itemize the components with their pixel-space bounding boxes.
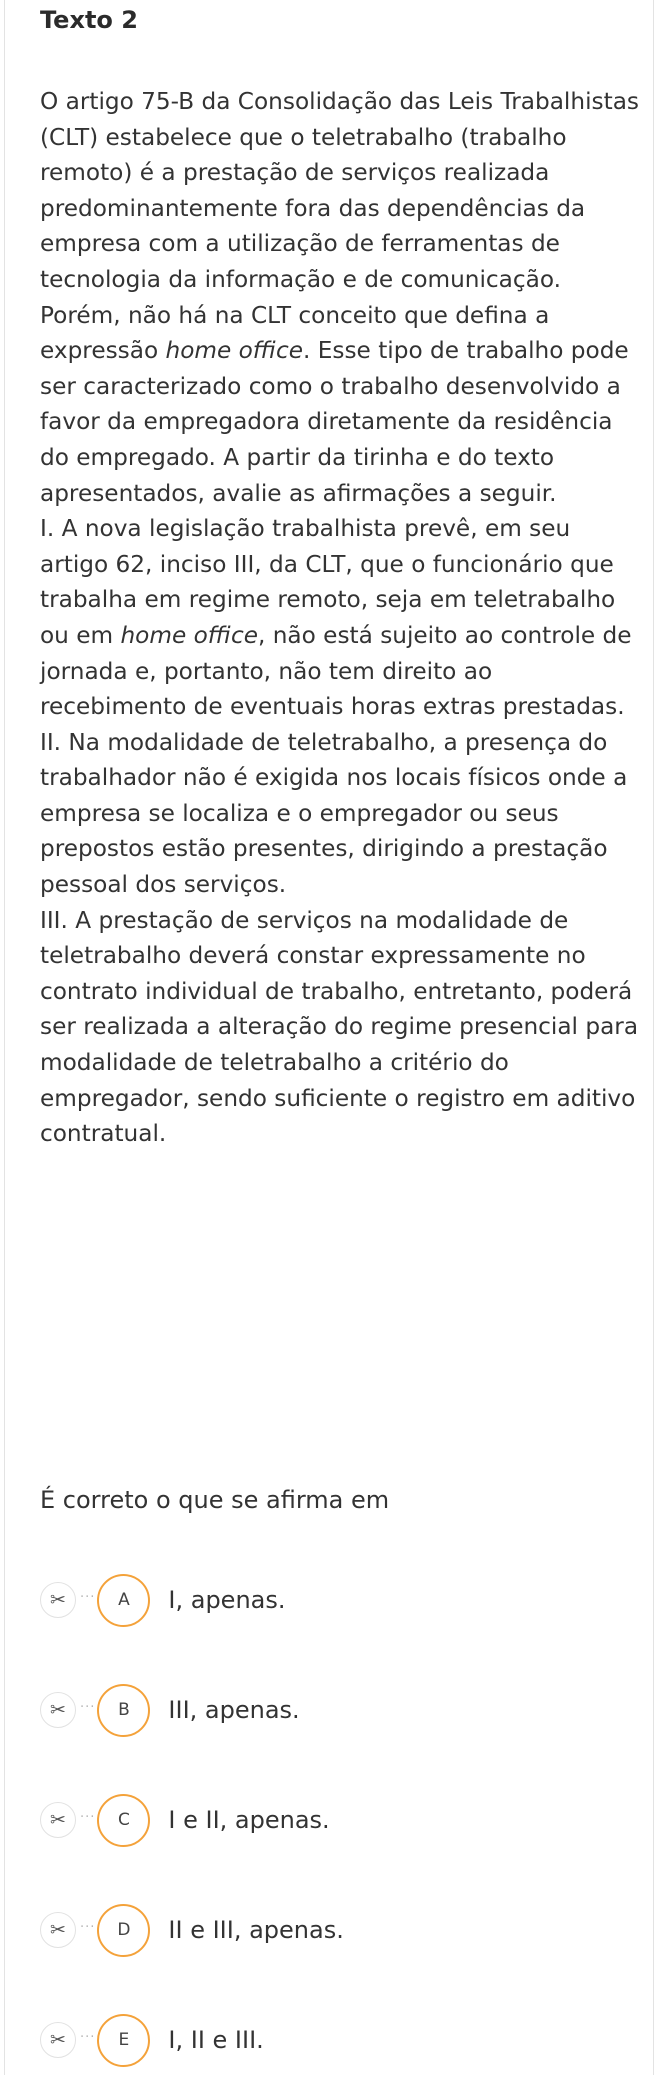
question-prompt: É correto o que se afirma em xyxy=(40,1486,390,1514)
option-d[interactable] xyxy=(40,1902,620,1958)
statement-1: I. A nova legislação trabalhista prevê, em seu artigo 62, inciso III, da CLT, que o funcionário que trabalha em regime remoto, seja em teletrabalho ou em home office, não está sujeito ao controle de jornada e, portanto, não tem direito ao recebimento de eventuais horas extras prestadas. xyxy=(40,515,632,721)
scissors-icon[interactable]: ✂ xyxy=(40,2022,76,2058)
passage xyxy=(40,84,640,1152)
passage-paragraph: O artigo 75-B da Consolidação das Leis Trabalhistas (CLT) estabelece que o teletrabalho (trabalho remoto) é a prestação de serviços realizada predominantemente fora das dependências da empresa com a utilização de ferramentas de tecnologia da informação e de comunicação. Porém, não há na CLT conceito que defina a expressão home office. Esse tipo de trabalho pode ser caracterizado como o trabalho desenvolvido a favor da empregadora diretamente da residência do empregado. A partir da tirinha e do texto apresentados, avalie as afirmações a seguir. xyxy=(40,88,639,507)
text-title: Texto 2 xyxy=(40,6,138,34)
option-c[interactable] xyxy=(40,1792,620,1848)
option-text-c[interactable]: I e II, apenas. xyxy=(168,1806,330,1834)
dots: ··· xyxy=(80,1919,96,1935)
left-border xyxy=(4,0,5,2075)
scissors-icon[interactable]: ✂ xyxy=(40,1802,76,1838)
option-text-a[interactable]: I, apenas. xyxy=(168,1586,286,1614)
option-text-b[interactable]: III, apenas. xyxy=(168,1696,300,1724)
option-letter-a[interactable]: A xyxy=(97,1574,150,1627)
statement-3: III. A prestação de serviços na modalidade de teletrabalho deverá constar expressamente no contrato individual de trabalho, entretanto, poderá ser realizada a alteração do regime presencial para modalidade de teletrabalho a critério do empregador, sendo suficiente o registro em aditivo contratual. xyxy=(40,906,639,1148)
dots: ··· xyxy=(80,2029,96,2045)
dots: ··· xyxy=(80,1589,96,1605)
scissors-icon[interactable]: ✂ xyxy=(40,1692,76,1728)
option-text-e[interactable]: I, II e III. xyxy=(168,2026,264,2054)
option-b[interactable] xyxy=(40,1682,620,1738)
option-text-d[interactable]: II e III, apenas. xyxy=(168,1916,344,1944)
option-letter-d[interactable]: D xyxy=(97,1904,150,1957)
option-letter-b[interactable]: B xyxy=(97,1684,150,1737)
option-e[interactable] xyxy=(40,2012,620,2068)
dots: ··· xyxy=(80,1809,96,1825)
option-letter-c[interactable]: C xyxy=(97,1794,150,1847)
dots: ··· xyxy=(80,1699,96,1715)
option-letter-e[interactable]: E xyxy=(97,2014,150,2067)
scissors-icon[interactable]: ✂ xyxy=(40,1912,76,1948)
statement-2: II. Na modalidade de teletrabalho, a presença do trabalhador não é exigida nos locais físicos onde a empresa se localiza e o empregador ou seus prepostos estão presentes, dirigindo a prestação pessoal dos serviços. xyxy=(40,728,628,899)
scissors-icon[interactable]: ✂ xyxy=(40,1582,76,1618)
option-a[interactable] xyxy=(40,1572,620,1628)
right-border xyxy=(653,0,654,2075)
